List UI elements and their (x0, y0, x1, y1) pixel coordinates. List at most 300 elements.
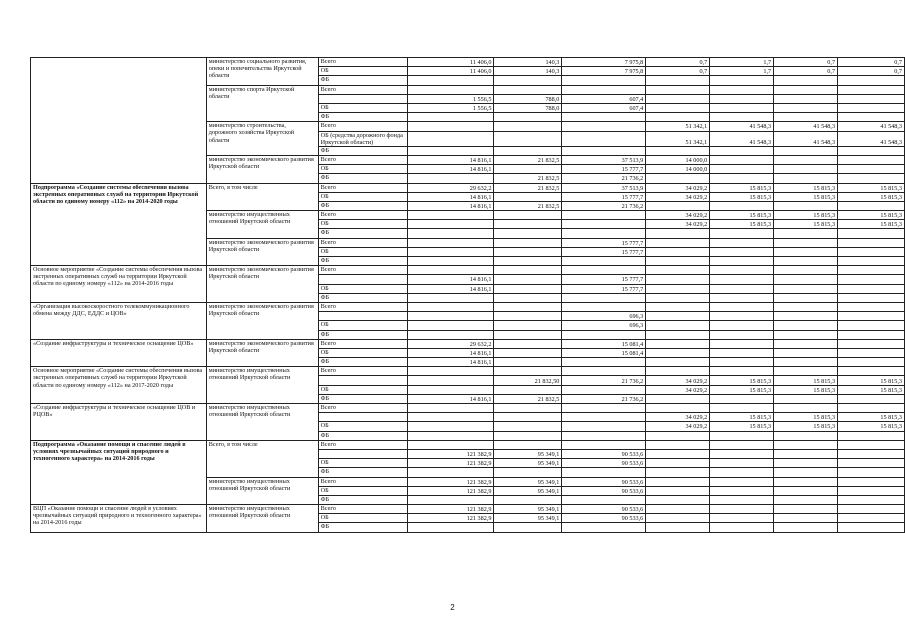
amount-cell (710, 505, 774, 514)
amount-cell (646, 440, 710, 449)
amount-cell (838, 284, 905, 293)
amount-cell (562, 76, 646, 85)
amount-cell: 37 513,9 (562, 155, 646, 164)
amount-cell (407, 523, 494, 532)
amount-cell (494, 440, 562, 449)
amount-cell (710, 459, 774, 468)
amount-cell (646, 85, 710, 94)
amount-cell (774, 174, 838, 183)
amount-cell (494, 257, 562, 266)
amount-cell (407, 440, 494, 449)
amount-cell (494, 385, 562, 394)
amount-cell (710, 431, 774, 440)
amount-cell (407, 85, 494, 94)
amount-cell (710, 85, 774, 94)
amount-cell: 34 029,2 (646, 422, 710, 431)
amount-cell (407, 321, 494, 330)
funding-source-cell: Всего (318, 404, 407, 413)
amount-cell (646, 266, 710, 275)
executor-cell: министерство экономического развития Иркутской области (206, 266, 318, 303)
amount-cell: 0,7 (838, 58, 905, 67)
amount-cell: 15 777,7 (562, 284, 646, 293)
amount-cell (494, 192, 562, 201)
amount-cell (710, 113, 774, 122)
amount-cell (407, 385, 494, 394)
funding-source-cell: ОБ (318, 220, 407, 229)
amount-cell (774, 440, 838, 449)
amount-cell (646, 486, 710, 495)
funding-source-cell: ФБ (318, 76, 407, 85)
executor-cell: министерство экономического развития Иркутской области (206, 302, 318, 339)
amount-cell (494, 284, 562, 293)
funding-source-cell: Всего (318, 58, 407, 67)
amount-cell: 90 533,6 (562, 477, 646, 486)
amount-cell: 95 349,1 (494, 505, 562, 514)
table-row (31, 505, 905, 514)
amount-cell (774, 165, 838, 174)
amount-cell: 95 349,1 (494, 449, 562, 458)
amount-cell (774, 293, 838, 302)
amount-cell (838, 330, 905, 339)
executor-cell: министерство спорта Иркутской области (206, 85, 318, 122)
funding-source-cell: ОБ (318, 486, 407, 495)
amount-cell (710, 155, 774, 164)
amount-cell (494, 431, 562, 440)
amount-cell: 41 548,3 (838, 131, 905, 146)
table-row (31, 367, 905, 376)
amount-cell: 121 382,9 (407, 505, 494, 514)
amount-cell (838, 486, 905, 495)
amount-cell (646, 257, 710, 266)
amount-cell: 15 777,7 (562, 247, 646, 256)
amount-cell: 140,3 (494, 58, 562, 67)
amount-cell: 15 815,3 (838, 422, 905, 431)
amount-cell: 21 832,5 (494, 201, 562, 210)
amount-cell (562, 404, 646, 413)
funding-source-cell: Всего (318, 339, 407, 348)
funding-source-cell: ОБ (318, 459, 407, 468)
table-row (31, 302, 905, 311)
table-row (31, 58, 905, 67)
amount-cell (774, 367, 838, 376)
amount-cell: 14 816,1 (407, 284, 494, 293)
amount-cell: 14 816,1 (407, 358, 494, 367)
amount-cell (774, 449, 838, 458)
amount-cell: 14 816,1 (407, 275, 494, 284)
amount-cell (562, 495, 646, 504)
amount-cell (838, 348, 905, 357)
amount-cell: 51 342,1 (646, 122, 710, 131)
amount-cell: 15 815,3 (774, 385, 838, 394)
amount-cell: 34 029,2 (646, 192, 710, 201)
amount-cell (494, 85, 562, 94)
amount-cell (562, 367, 646, 376)
funding-source-cell: ФБ (318, 257, 407, 266)
amount-cell (774, 76, 838, 85)
amount-cell: 21 832,50 (494, 376, 562, 385)
program-name-cell: Подпрограмма «Оказание помощи и спасение людей в условиях чрезвычайных ситуаций природного и техногенного характера» на 2014-2016 годы (31, 440, 207, 504)
funding-source-cell (318, 449, 407, 458)
funding-source-cell: Всего (318, 367, 407, 376)
amount-cell (838, 394, 905, 403)
program-name-cell (31, 58, 207, 184)
amount-cell (407, 211, 494, 220)
amount-cell (838, 358, 905, 367)
funding-source-cell: ФБ (318, 394, 407, 403)
program-name-cell: «Создание инфраструктуры и техническое оснащение ЦОВ и РЦОВ» (31, 404, 207, 441)
table-row (31, 339, 905, 348)
funding-source-cell: ОБ (318, 284, 407, 293)
amount-cell (774, 229, 838, 238)
amount-cell: 15 815,3 (774, 422, 838, 431)
amount-cell (407, 122, 494, 131)
amount-cell (562, 358, 646, 367)
funding-source-cell: ОБ (318, 422, 407, 431)
amount-cell (710, 440, 774, 449)
amount-cell (774, 394, 838, 403)
amount-cell (562, 220, 646, 229)
amount-cell (562, 413, 646, 422)
amount-cell (710, 312, 774, 321)
amount-cell (774, 505, 838, 514)
amount-cell (407, 413, 494, 422)
amount-cell (494, 122, 562, 131)
amount-cell (838, 312, 905, 321)
amount-cell (494, 495, 562, 504)
amount-cell (646, 505, 710, 514)
amount-cell (494, 468, 562, 477)
amount-cell (494, 275, 562, 284)
amount-cell (646, 103, 710, 112)
amount-cell: 90 533,6 (562, 449, 646, 458)
program-name-cell: Основное мероприятие «Создание системы обеспечения вызова экстренных оперативных служб на территории Иркутской области по единому номеру «112» на 2017-2020 годы (31, 367, 207, 404)
amount-cell (710, 103, 774, 112)
amount-cell (838, 321, 905, 330)
amount-cell (562, 266, 646, 275)
amount-cell (407, 495, 494, 504)
amount-cell (562, 468, 646, 477)
amount-cell (562, 85, 646, 94)
program-name-cell: «Организация высокоскоростного телекоммуникационного обмена между ДДС, ЕДДС и ЦОВ» (31, 302, 207, 339)
amount-cell (774, 247, 838, 256)
amount-cell: 0,7 (646, 67, 710, 76)
amount-cell (774, 266, 838, 275)
amount-cell: 15 815,3 (710, 385, 774, 394)
amount-cell (646, 76, 710, 85)
table-row (31, 183, 905, 192)
amount-cell (774, 103, 838, 112)
amount-cell (710, 339, 774, 348)
table-row (31, 440, 905, 449)
amount-cell (838, 367, 905, 376)
amount-cell: 121 382,9 (407, 477, 494, 486)
executor-cell: министерство экономического развития Иркутской области (206, 339, 318, 367)
amount-cell: 41 548,3 (710, 131, 774, 146)
amount-cell (838, 94, 905, 103)
amount-cell (646, 284, 710, 293)
amount-cell (562, 113, 646, 122)
funding-source-cell: ФБ (318, 330, 407, 339)
amount-cell: 15 815,3 (710, 376, 774, 385)
executor-cell: министерство имущественных отношений Иркутской области (206, 367, 318, 404)
amount-cell: 1 556,5 (407, 103, 494, 112)
amount-cell (646, 495, 710, 504)
executor-cell: министерство имущественных отношений Иркутской области (206, 505, 318, 533)
amount-cell (494, 113, 562, 122)
amount-cell: 21 736,2 (562, 201, 646, 210)
program-name-cell: «Создание инфраструктуры и техническое оснащение ЦОВ» (31, 339, 207, 367)
amount-cell (838, 459, 905, 468)
amount-cell (646, 339, 710, 348)
amount-cell (646, 348, 710, 357)
amount-cell (710, 284, 774, 293)
amount-cell: 15 815,3 (838, 183, 905, 192)
amount-cell (562, 385, 646, 394)
amount-cell (774, 330, 838, 339)
amount-cell (838, 229, 905, 238)
amount-cell (646, 449, 710, 458)
amount-cell (710, 486, 774, 495)
amount-cell (710, 266, 774, 275)
amount-cell (494, 146, 562, 155)
funding-source-cell: ФБ (318, 523, 407, 532)
funding-source-cell: Всего (318, 85, 407, 94)
amount-cell: 95 349,1 (494, 459, 562, 468)
amount-cell (710, 495, 774, 504)
amount-cell: 14 816,1 (407, 192, 494, 201)
amount-cell: 15 815,3 (838, 192, 905, 201)
funding-source-cell: ОБ (средства дорожного фонда Иркутской области) (318, 131, 407, 146)
amount-cell: 37 513,9 (562, 183, 646, 192)
amount-cell (646, 201, 710, 210)
amount-cell: 0,7 (646, 58, 710, 67)
table-row (31, 404, 905, 413)
amount-cell (774, 284, 838, 293)
amount-cell (562, 146, 646, 155)
funding-source-cell: Всего (318, 211, 407, 220)
amount-cell: 15 777,7 (562, 275, 646, 284)
amount-cell (838, 495, 905, 504)
amount-cell (838, 266, 905, 275)
amount-cell: 15 081,4 (562, 348, 646, 357)
amount-cell (562, 211, 646, 220)
amount-cell: 14 000,0 (646, 155, 710, 164)
amount-cell: 90 533,6 (562, 505, 646, 514)
amount-cell (562, 523, 646, 532)
amount-cell: 15 815,3 (774, 183, 838, 192)
amount-cell: 14 816,1 (407, 348, 494, 357)
amount-cell: 34 029,2 (646, 211, 710, 220)
funding-source-cell: ФБ (318, 113, 407, 122)
amount-cell (407, 293, 494, 302)
amount-cell (838, 468, 905, 477)
amount-cell (710, 293, 774, 302)
funding-source-cell: ОБ (318, 67, 407, 76)
amount-cell: 696,3 (562, 312, 646, 321)
amount-cell (774, 302, 838, 311)
funding-source-cell: Всего (318, 266, 407, 275)
amount-cell: 15 081,4 (562, 339, 646, 348)
amount-cell (838, 76, 905, 85)
amount-cell: 15 815,3 (774, 211, 838, 220)
amount-cell (646, 358, 710, 367)
amount-cell: 15 815,3 (774, 192, 838, 201)
amount-cell (646, 459, 710, 468)
amount-cell (646, 293, 710, 302)
amount-cell (646, 330, 710, 339)
amount-cell (407, 404, 494, 413)
funding-source-cell: ОБ (318, 514, 407, 523)
amount-cell: 14 816,1 (407, 201, 494, 210)
amount-cell (494, 422, 562, 431)
amount-cell: 14 816,1 (407, 165, 494, 174)
amount-cell (646, 229, 710, 238)
amount-cell (646, 113, 710, 122)
amount-cell: 15 815,3 (774, 376, 838, 385)
amount-cell: 15 777,7 (562, 238, 646, 247)
amount-cell (710, 330, 774, 339)
amount-cell: 34 029,2 (646, 376, 710, 385)
amount-cell (646, 312, 710, 321)
amount-cell (562, 122, 646, 131)
amount-cell: 11 406,0 (407, 58, 494, 67)
amount-cell: 0,7 (774, 58, 838, 67)
amount-cell (407, 330, 494, 339)
amount-cell: 121 382,9 (407, 459, 494, 468)
amount-cell: 1,7 (710, 58, 774, 67)
amount-cell: 14 816,1 (407, 394, 494, 403)
amount-cell (710, 523, 774, 532)
amount-cell (494, 413, 562, 422)
amount-cell (710, 302, 774, 311)
amount-cell (494, 238, 562, 247)
amount-cell (494, 348, 562, 357)
program-name-cell: Подпрограмма «Создание системы обеспечения вызова экстренных оперативных служб на территории Иркутской области по единому номеру «112» на 2014-2020 годы (31, 183, 207, 266)
amount-cell (838, 523, 905, 532)
amount-cell: 15 815,3 (838, 413, 905, 422)
amount-cell (774, 495, 838, 504)
amount-cell: 140,3 (494, 67, 562, 76)
amount-cell: 15 777,7 (562, 192, 646, 201)
amount-cell: 41 548,3 (774, 131, 838, 146)
amount-cell (407, 422, 494, 431)
amount-cell (646, 394, 710, 403)
amount-cell (710, 146, 774, 155)
amount-cell: 15 815,3 (710, 183, 774, 192)
funding-source-cell: Всего (318, 440, 407, 449)
amount-cell (710, 257, 774, 266)
program-name-cell: ВЦП «Оказание помощи и спасение людей в условиях чрезвычайных ситуаций природного и техногенного характера» на 2014-2016 годы (31, 505, 207, 533)
funding-source-cell: ФБ (318, 431, 407, 440)
executor-cell: министерство имущественных отношений Иркутской области (206, 477, 318, 505)
funding-source-cell: Всего (318, 183, 407, 192)
amount-cell (494, 339, 562, 348)
amount-cell (774, 257, 838, 266)
executor-cell: Всего, в том числе (206, 440, 318, 477)
amount-cell (774, 201, 838, 210)
amount-cell (562, 330, 646, 339)
amount-cell (494, 266, 562, 275)
amount-cell: 15 815,3 (838, 376, 905, 385)
amount-cell (407, 302, 494, 311)
amount-cell: 41 548,3 (774, 122, 838, 131)
amount-cell (838, 339, 905, 348)
amount-cell (774, 275, 838, 284)
amount-cell: 95 349,1 (494, 477, 562, 486)
amount-cell (407, 266, 494, 275)
amount-cell (562, 440, 646, 449)
amount-cell (838, 275, 905, 284)
amount-cell (710, 394, 774, 403)
amount-cell (407, 376, 494, 385)
amount-cell (838, 440, 905, 449)
amount-cell (646, 514, 710, 523)
amount-cell: 121 382,9 (407, 449, 494, 458)
amount-cell: 15 815,3 (710, 413, 774, 422)
amount-cell (838, 247, 905, 256)
amount-cell: 0,7 (838, 67, 905, 76)
funding-source-cell (318, 275, 407, 284)
executor-cell: Всего, в том числе (206, 183, 318, 211)
amount-cell: 90 533,6 (562, 459, 646, 468)
funding-source-cell: ФБ (318, 293, 407, 302)
amount-cell (646, 174, 710, 183)
funding-source-cell: ОБ (318, 103, 407, 112)
amount-cell (646, 321, 710, 330)
amount-cell (562, 302, 646, 311)
amount-cell (838, 113, 905, 122)
amount-cell (710, 404, 774, 413)
amount-cell (407, 367, 494, 376)
amount-cell (494, 312, 562, 321)
executor-cell: министерство строительства, дорожного хозяйства Иркутской области (206, 122, 318, 156)
amount-cell: 15 815,3 (710, 192, 774, 201)
amount-cell (838, 514, 905, 523)
amount-cell: 21 832,5 (494, 155, 562, 164)
funding-source-cell: ОБ (318, 247, 407, 256)
funding-source-cell: Всего (318, 238, 407, 247)
amount-cell (710, 201, 774, 210)
page-number: 2 (450, 603, 455, 612)
amount-cell (407, 312, 494, 321)
amount-cell (407, 431, 494, 440)
amount-cell: 696,3 (562, 321, 646, 330)
executor-cell: министерство имущественных отношений Иркутской области (206, 211, 318, 239)
funding-source-cell: Всего (318, 302, 407, 311)
amount-cell: 29 632,2 (407, 183, 494, 192)
amount-cell: 14 816,1 (407, 155, 494, 164)
amount-cell (646, 302, 710, 311)
amount-cell (774, 477, 838, 486)
amount-cell: 15 815,3 (710, 211, 774, 220)
amount-cell: 15 815,3 (774, 413, 838, 422)
amount-cell (774, 459, 838, 468)
amount-cell (646, 477, 710, 486)
amount-cell (494, 358, 562, 367)
amount-cell: 95 349,1 (494, 486, 562, 495)
amount-cell (774, 514, 838, 523)
amount-cell (710, 468, 774, 477)
amount-cell: 21 736,2 (562, 174, 646, 183)
amount-cell (407, 131, 494, 146)
amount-cell (494, 523, 562, 532)
amount-cell (710, 449, 774, 458)
funding-source-cell: ФБ (318, 201, 407, 210)
amount-cell (646, 404, 710, 413)
amount-cell (494, 302, 562, 311)
amount-cell (710, 94, 774, 103)
amount-cell (838, 201, 905, 210)
